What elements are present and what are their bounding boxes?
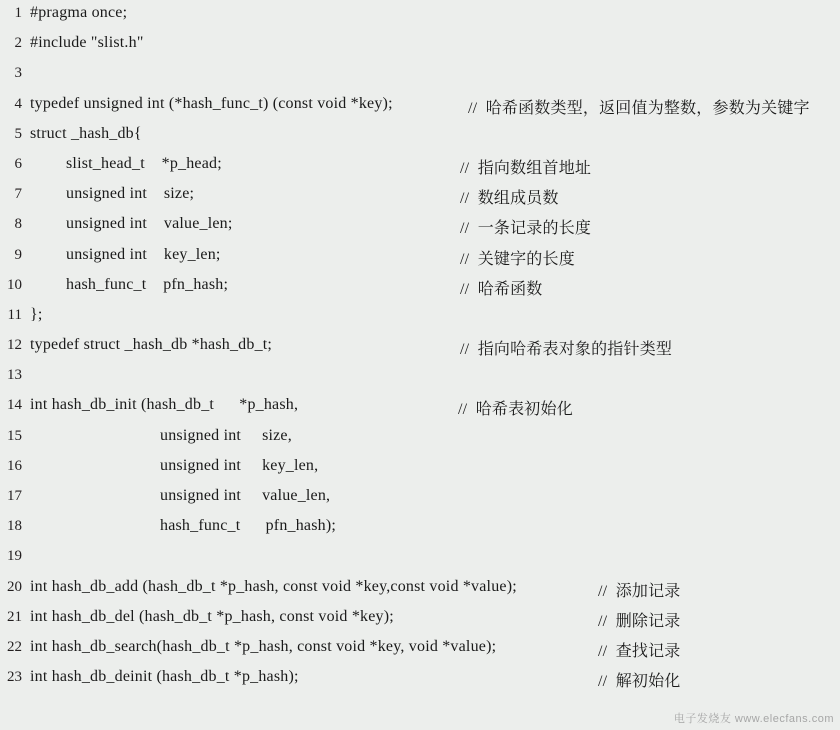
code-text: hash_func_t pfn_hash; (66, 275, 229, 293)
line-number: 3 (14, 65, 22, 82)
code-line (0, 64, 840, 94)
code-text: unsigned int value_len, (160, 487, 331, 504)
line-number: 12 (7, 337, 22, 354)
line-number: 19 (7, 548, 22, 565)
code-text: int hash_db_del (hash_db_t *p_hash, const void *key); (30, 607, 394, 625)
code-line (0, 578, 840, 608)
code-line (0, 276, 840, 306)
code-line (0, 95, 840, 125)
code-text: unsigned int key_len; (66, 245, 221, 263)
code-text-container (30, 275, 840, 298)
code-text: int hash_db_add (hash_db_t *p_hash, const void *key,const void *value); (30, 577, 517, 595)
code-text-container (30, 4, 840, 22)
code-text-container (30, 185, 840, 208)
code-text-container (30, 336, 840, 359)
code-text-container (30, 577, 840, 600)
code-line (0, 155, 840, 185)
code-line (0, 246, 840, 276)
code-line (0, 34, 840, 64)
code-line (0, 608, 840, 638)
code-comment: // 一条记录的长度 (460, 220, 592, 238)
code-comment: // 查找记录 (598, 642, 681, 660)
code-text-container (30, 306, 840, 324)
code-text-container (30, 547, 840, 565)
code-comment: // 哈希函数 (460, 280, 543, 298)
line-number: 20 (7, 578, 22, 595)
code-comment: // 添加记录 (598, 582, 681, 600)
code-text: hash_func_t pfn_hash); (160, 517, 337, 535)
line-number: 2 (14, 35, 22, 52)
code-text-container (30, 94, 840, 117)
code-text-container (30, 427, 840, 445)
code-comment: // 哈希函数类型，返回值为整数，参数为关键字 (468, 99, 810, 117)
line-number: 17 (7, 488, 22, 504)
line-number: 11 (7, 306, 22, 323)
code-text-container (30, 245, 840, 268)
code-lines-container (0, 4, 840, 698)
code-text: #include "slist.h" (30, 34, 144, 52)
code-line (0, 547, 840, 577)
line-number: 13 (7, 367, 22, 384)
code-text-container (30, 637, 840, 660)
code-line (0, 215, 840, 245)
code-text: int hash_db_search(hash_db_t *p_hash, const void *key, void *value); (30, 637, 497, 655)
code-line (0, 185, 840, 215)
code-text: #pragma once; (30, 4, 128, 21)
line-number: 16 (7, 457, 22, 474)
code-text: unsigned int size; (66, 185, 195, 203)
code-text-container (30, 517, 840, 535)
code-line (0, 4, 840, 34)
code-text-container (30, 487, 840, 505)
code-line (0, 427, 840, 457)
code-text-container (30, 154, 840, 177)
code-text-container (30, 668, 840, 691)
code-comment: // 指向哈希表对象的指针类型 (460, 341, 673, 359)
code-line (0, 336, 840, 366)
line-number: 8 (14, 216, 22, 233)
code-comment: // 解初始化 (598, 673, 681, 691)
code-comment: // 删除记录 (598, 612, 681, 630)
code-text-container (30, 396, 840, 419)
code-line (0, 638, 840, 668)
code-text-container (30, 366, 840, 384)
line-number: 9 (14, 246, 22, 263)
code-comment: // 哈希表初始化 (458, 401, 573, 419)
line-number: 10 (7, 276, 22, 293)
code-text: slist_head_t *p_head; (66, 154, 222, 172)
line-number: 5 (14, 125, 22, 142)
code-text: int hash_db_deinit (hash_db_t *p_hash); (30, 668, 299, 686)
code-line (0, 487, 840, 517)
code-line (0, 457, 840, 487)
line-number: 15 (7, 427, 22, 444)
code-text-container (30, 125, 840, 143)
line-number: 7 (14, 186, 22, 203)
code-line (0, 517, 840, 547)
line-number: 14 (7, 397, 22, 414)
code-line (0, 396, 840, 426)
line-number: 4 (14, 95, 22, 112)
code-text-container (30, 34, 840, 52)
line-number: 1 (14, 5, 22, 21)
code-text: int hash_db_init (hash_db_t *p_hash, (30, 396, 299, 414)
code-text-container (30, 607, 840, 630)
code-text-container (30, 215, 840, 238)
code-text: typedef unsigned int (*hash_func_t) (const void *key); (30, 94, 393, 112)
code-text: unsigned int size, (160, 426, 292, 444)
line-number: 18 (7, 518, 22, 535)
code-comment: // 关键字的长度 (460, 250, 575, 268)
code-text: unsigned int value_len; (66, 215, 233, 233)
line-number: 23 (7, 669, 22, 686)
line-number: 6 (14, 155, 22, 172)
code-comment: // 指向数组首地址 (460, 159, 592, 177)
line-number: 22 (7, 638, 22, 655)
code-line (0, 125, 840, 155)
code-text-container (30, 64, 840, 82)
code-comment: // 数组成员数 (460, 190, 559, 208)
code-line (0, 668, 840, 698)
code-text-container (30, 457, 840, 475)
watermark: 电子发烧友 www.elecfans.com (673, 713, 834, 725)
code-line (0, 306, 840, 336)
code-text: }; (30, 305, 43, 323)
code-text: unsigned int key_len, (160, 456, 319, 474)
code-line (0, 366, 840, 396)
line-number: 21 (7, 608, 22, 625)
code-text: struct _hash_db{ (30, 124, 142, 142)
code-text: typedef struct _hash_db *hash_db_t; (30, 336, 273, 354)
